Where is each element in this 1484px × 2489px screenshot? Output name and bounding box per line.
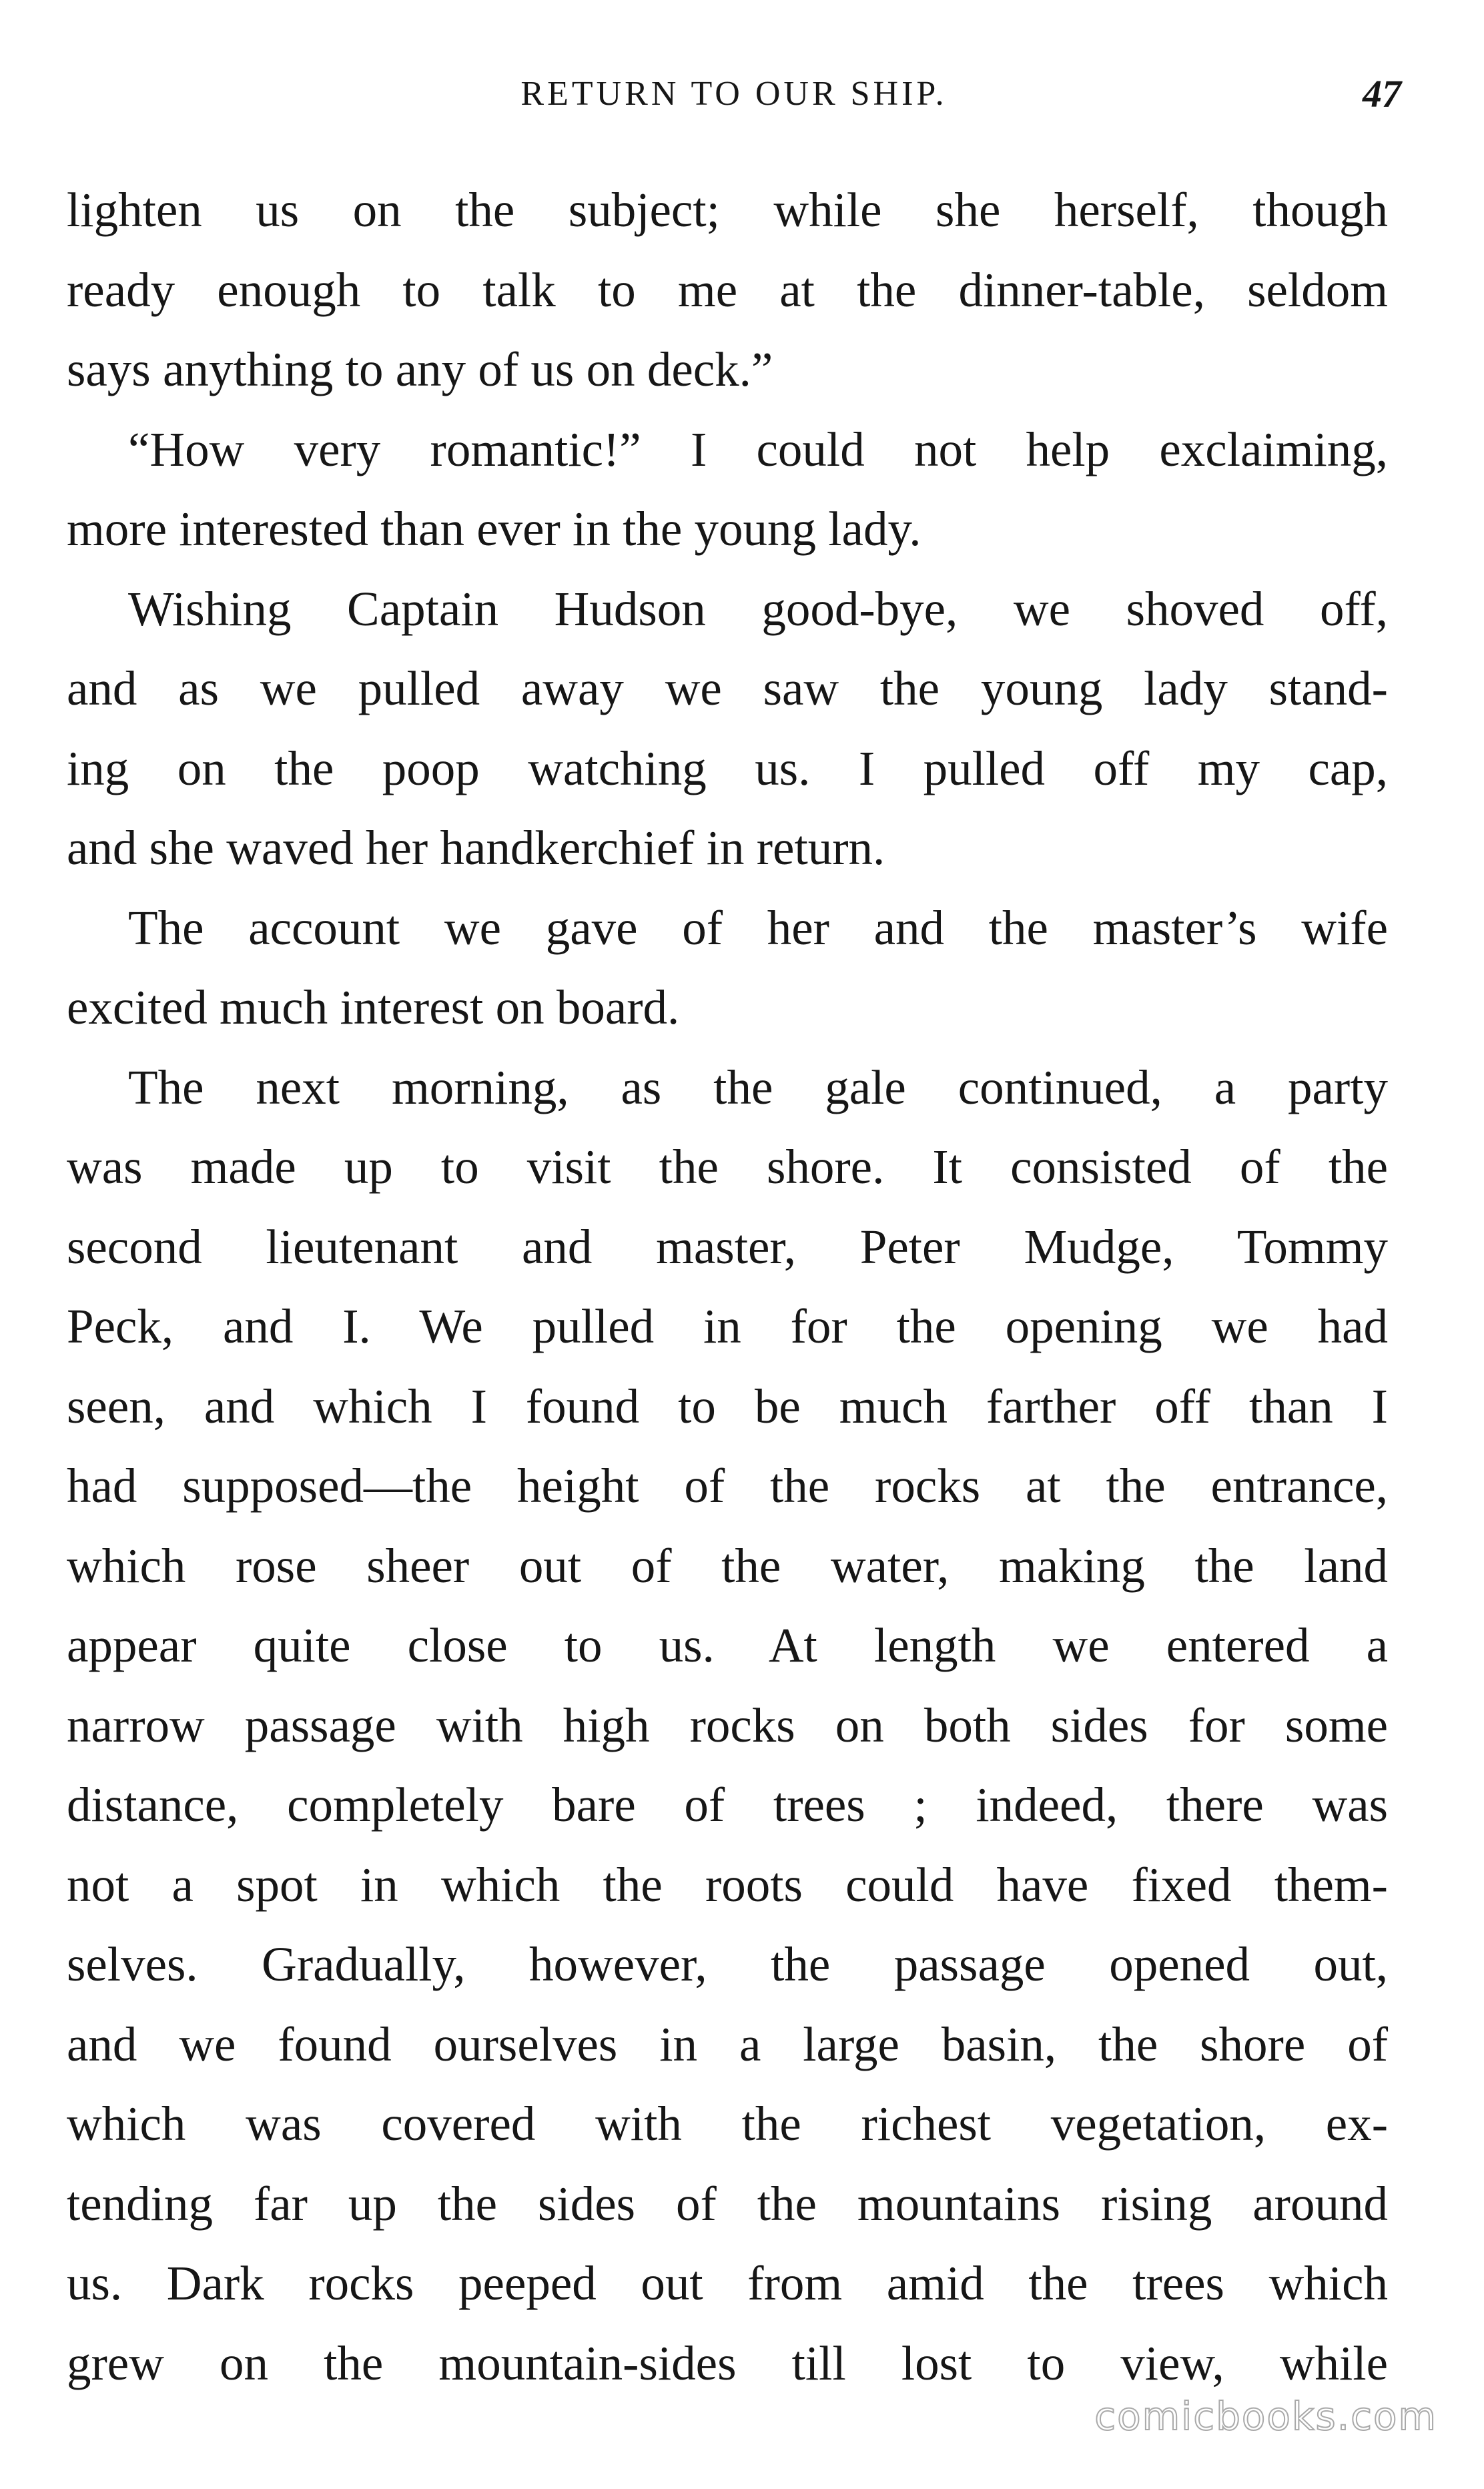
text-line: and she waved her handkerchief in return. (67, 821, 885, 875)
text-line: seen, and which I found to be much farther off than I (67, 1379, 1388, 1433)
running-head (67, 64, 1401, 124)
text-line: The next morning, as the gale continued, a party (128, 1060, 1388, 1114)
text-line: was made up to visit the shore. It consisted of the (67, 1140, 1388, 1194)
text-line: Wishing Captain Hudson good-bye, we shoved off, (128, 581, 1388, 636)
text-line: ready enough to talk to me at the dinner-table, seldom (67, 262, 1388, 317)
text-line: narrow passage with high rocks on both sides for some (67, 1698, 1388, 1752)
watermark: comicbooks.com (1094, 2394, 1437, 2439)
text-line: distance, completely bare of trees ; indeed, there was (67, 1778, 1388, 1832)
text-line: had supposed—the height of the rocks at the entrance, (67, 1459, 1388, 1513)
text-line: grew on the mountain-sides till lost to view, while (67, 2336, 1388, 2390)
text-line: “How very romantic!” I could not help exclaiming, (128, 422, 1388, 476)
text-line: us. Dark rocks peeped out from amid the trees which (67, 2256, 1388, 2310)
text-line: more interested than ever in the young lady. (67, 502, 921, 556)
text-line: The account we gave of her and the master’s wife (128, 900, 1388, 955)
text-line: not a spot in which the roots could have fixed them- (67, 1857, 1388, 1912)
text-line: appear quite close to us. At length we entered a (67, 1618, 1388, 1672)
text-line: which rose sheer out of the water, making the land (67, 1538, 1388, 1593)
text-line: says anything to any of us on deck.” (67, 342, 773, 396)
text-line: lighten us on the subject; while she herself, though (67, 183, 1388, 237)
running-title: RETURN TO OUR SHIP. (520, 75, 948, 113)
text-line: Peck, and I. We pulled in for the opening we had (67, 1299, 1388, 1353)
text-line: and we found ourselves in a large basin, the shore of (67, 2017, 1388, 2071)
text-line: selves. Gradually, however, the passage opened out, (67, 1937, 1388, 1991)
text-line: ing on the poop watching us. I pulled off my cap, (67, 741, 1388, 795)
page-number: 47 (1363, 72, 1401, 115)
text-line: and as we pulled away we saw the young lady stand- (67, 661, 1388, 715)
text-line: tending far up the sides of the mountains rising around (67, 2176, 1388, 2231)
text-line: second lieutenant and master, Peter Mudge, Tommy (67, 1219, 1388, 1274)
text-line: which was covered with the richest vegetation, ex- (67, 2097, 1388, 2151)
text-line: excited much interest on board. (67, 980, 680, 1034)
body-text (67, 170, 1388, 2403)
